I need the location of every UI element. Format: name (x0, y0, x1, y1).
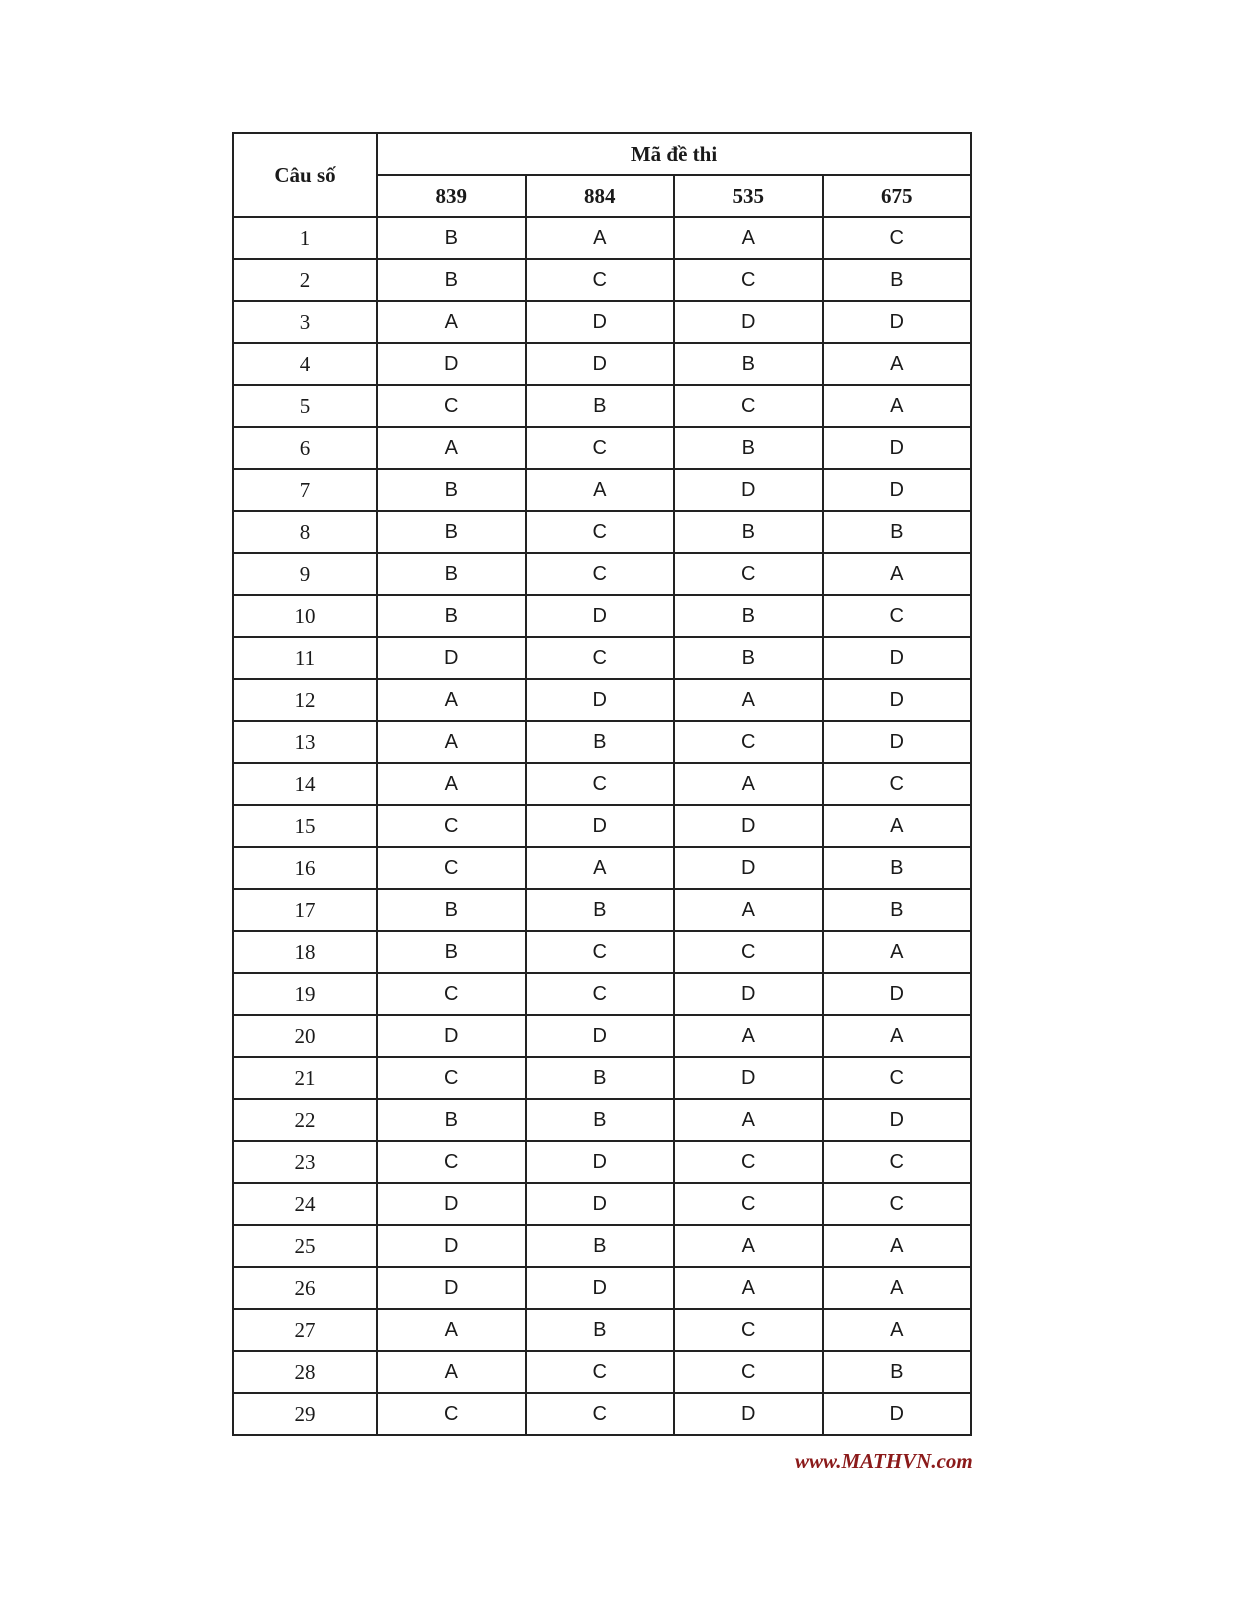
answer-cell: C (823, 595, 972, 637)
answer-cell: A (674, 1015, 823, 1057)
answer-cell: D (526, 1183, 675, 1225)
answer-cell: C (377, 1057, 526, 1099)
answer-cell: A (823, 931, 972, 973)
question-number: 22 (233, 1099, 377, 1141)
answer-cell: D (674, 1393, 823, 1435)
answer-cell: D (674, 1057, 823, 1099)
table-row (233, 931, 971, 973)
answer-cell: C (526, 931, 675, 973)
answer-cell: C (377, 805, 526, 847)
exam-code-cell: 535 (674, 175, 823, 217)
answer-cell: D (823, 721, 972, 763)
answer-cell: B (377, 469, 526, 511)
answer-cell: A (377, 763, 526, 805)
table-row (233, 469, 971, 511)
answer-cell: B (526, 1099, 675, 1141)
answer-cell: B (674, 637, 823, 679)
answer-cell: B (823, 889, 972, 931)
answer-cell: C (674, 931, 823, 973)
question-number: 1 (233, 217, 377, 259)
table-row (233, 679, 971, 721)
table-row (233, 301, 971, 343)
answer-cell: B (823, 511, 972, 553)
answer-cell: C (526, 259, 675, 301)
answer-cell: C (377, 973, 526, 1015)
answer-cell: A (823, 553, 972, 595)
answer-cell: D (823, 469, 972, 511)
question-number: 26 (233, 1267, 377, 1309)
answer-cell: D (823, 679, 972, 721)
answer-cell: D (823, 1099, 972, 1141)
table-row (233, 973, 971, 1015)
question-number: 11 (233, 637, 377, 679)
answer-cell: B (526, 889, 675, 931)
answer-cell: C (526, 763, 675, 805)
answer-cell: D (377, 637, 526, 679)
answer-cell: A (377, 721, 526, 763)
table-row (233, 259, 971, 301)
question-number: 18 (233, 931, 377, 973)
answer-cell: A (674, 889, 823, 931)
answer-cell: D (526, 1015, 675, 1057)
table-row (233, 889, 971, 931)
question-number: 28 (233, 1351, 377, 1393)
answer-cell: D (377, 1225, 526, 1267)
answer-cell: B (377, 553, 526, 595)
question-number-header: Câu số (233, 133, 377, 217)
table-row (233, 511, 971, 553)
answer-cell: B (526, 1309, 675, 1351)
exam-code-header: Mã đề thi (377, 133, 971, 175)
answer-cell: C (823, 1141, 972, 1183)
answer-cell: A (823, 1267, 972, 1309)
answer-cell: A (674, 217, 823, 259)
answer-key-table (232, 132, 972, 1436)
table-row (233, 1183, 971, 1225)
question-number: 16 (233, 847, 377, 889)
answer-cell: B (526, 721, 675, 763)
answer-cell: A (823, 343, 972, 385)
table-row (233, 427, 971, 469)
answer-cell: D (526, 1267, 675, 1309)
question-number: 12 (233, 679, 377, 721)
exam-code-cell: 839 (377, 175, 526, 217)
answer-cell: B (377, 1099, 526, 1141)
table-row (233, 1309, 971, 1351)
answer-cell: D (674, 805, 823, 847)
question-number: 2 (233, 259, 377, 301)
question-number: 8 (233, 511, 377, 553)
answer-cell: D (377, 1267, 526, 1309)
table-row (233, 1267, 971, 1309)
answer-cell: C (526, 637, 675, 679)
question-number: 9 (233, 553, 377, 595)
answer-cell: D (674, 301, 823, 343)
answer-cell: B (377, 889, 526, 931)
answer-cell: B (377, 931, 526, 973)
table-row (233, 1015, 971, 1057)
site-credit: www.MATHVN.com (795, 1449, 973, 1473)
answer-cell: A (377, 427, 526, 469)
question-number: 29 (233, 1393, 377, 1435)
question-number: 13 (233, 721, 377, 763)
table-row (233, 553, 971, 595)
answer-cell: A (674, 1267, 823, 1309)
answer-cell: B (526, 385, 675, 427)
answer-cell: A (674, 1225, 823, 1267)
answer-cell: D (377, 1015, 526, 1057)
answer-cell: B (674, 595, 823, 637)
question-number: 15 (233, 805, 377, 847)
answer-rows (233, 217, 971, 1435)
exam-code-cell: 675 (823, 175, 972, 217)
table-row (233, 1057, 971, 1099)
answer-cell: C (526, 1351, 675, 1393)
answer-cell: C (823, 1183, 972, 1225)
exam-code-cell: 884 (526, 175, 675, 217)
answer-cell: D (674, 847, 823, 889)
answer-cell: C (674, 1351, 823, 1393)
answer-cell: B (377, 595, 526, 637)
table-row (233, 1393, 971, 1435)
answer-cell: D (526, 301, 675, 343)
answer-cell: C (823, 1057, 972, 1099)
table-row (233, 1099, 971, 1141)
table-row (233, 385, 971, 427)
answer-cell: D (526, 343, 675, 385)
question-number: 3 (233, 301, 377, 343)
question-number: 17 (233, 889, 377, 931)
answer-cell: D (377, 1183, 526, 1225)
answer-cell: D (526, 1141, 675, 1183)
answer-cell: D (823, 973, 972, 1015)
table-row (233, 763, 971, 805)
answer-cell: C (377, 847, 526, 889)
question-number: 20 (233, 1015, 377, 1057)
answer-cell: A (377, 301, 526, 343)
question-number: 6 (233, 427, 377, 469)
question-number: 5 (233, 385, 377, 427)
answer-cell: C (674, 553, 823, 595)
answer-cell: B (526, 1057, 675, 1099)
table-row (233, 805, 971, 847)
answer-cell: A (526, 469, 675, 511)
answer-cell: B (823, 259, 972, 301)
answer-cell: A (823, 1015, 972, 1057)
answer-cell: A (674, 679, 823, 721)
answer-cell: D (674, 973, 823, 1015)
answer-cell: C (823, 217, 972, 259)
table-row (233, 1225, 971, 1267)
table-row (233, 217, 971, 259)
answer-cell: B (823, 847, 972, 889)
table-row (233, 1351, 971, 1393)
answer-cell: D (823, 637, 972, 679)
answer-cell: C (526, 427, 675, 469)
answer-cell: C (526, 1393, 675, 1435)
answer-cell: B (526, 1225, 675, 1267)
answer-cell: C (377, 1393, 526, 1435)
table-row (233, 847, 971, 889)
answer-cell: A (823, 385, 972, 427)
answer-cell: C (526, 511, 675, 553)
answer-cell: B (377, 217, 526, 259)
answer-cell: A (674, 1099, 823, 1141)
question-number: 10 (233, 595, 377, 637)
question-number: 4 (233, 343, 377, 385)
header-row (233, 133, 971, 175)
answer-cell: B (377, 511, 526, 553)
question-number: 25 (233, 1225, 377, 1267)
question-number: 27 (233, 1309, 377, 1351)
answer-cell: D (377, 343, 526, 385)
answer-cell: C (526, 553, 675, 595)
question-number: 21 (233, 1057, 377, 1099)
answer-cell: A (526, 847, 675, 889)
table-row (233, 595, 971, 637)
table-row (233, 721, 971, 763)
answer-cell: D (823, 1393, 972, 1435)
answer-cell: B (674, 343, 823, 385)
answer-cell: A (526, 217, 675, 259)
answer-cell: B (674, 427, 823, 469)
answer-cell: D (823, 301, 972, 343)
answer-cell: A (823, 1225, 972, 1267)
answer-cell: C (674, 259, 823, 301)
answer-cell: D (526, 805, 675, 847)
answer-cell: D (526, 679, 675, 721)
answer-cell: D (526, 595, 675, 637)
answer-cell: A (377, 679, 526, 721)
answer-cell: D (823, 427, 972, 469)
answer-cell: C (674, 385, 823, 427)
question-number: 14 (233, 763, 377, 805)
answer-cell: A (377, 1351, 526, 1393)
answer-cell: A (823, 1309, 972, 1351)
answer-cell: B (377, 259, 526, 301)
answer-cell: C (674, 1183, 823, 1225)
answer-cell: C (674, 1141, 823, 1183)
answer-cell: C (674, 721, 823, 763)
answer-cell: B (674, 511, 823, 553)
answer-cell: D (674, 469, 823, 511)
answer-cell: A (823, 805, 972, 847)
table-row (233, 637, 971, 679)
question-number: 7 (233, 469, 377, 511)
answer-cell: C (674, 1309, 823, 1351)
answer-cell: A (674, 763, 823, 805)
answer-cell: A (377, 1309, 526, 1351)
answer-cell: C (526, 973, 675, 1015)
table-row (233, 343, 971, 385)
answer-cell: C (823, 763, 972, 805)
answer-cell: C (377, 385, 526, 427)
question-number: 24 (233, 1183, 377, 1225)
question-number: 23 (233, 1141, 377, 1183)
question-number: 19 (233, 973, 377, 1015)
table-row (233, 1141, 971, 1183)
answer-cell: B (823, 1351, 972, 1393)
answer-cell: C (377, 1141, 526, 1183)
